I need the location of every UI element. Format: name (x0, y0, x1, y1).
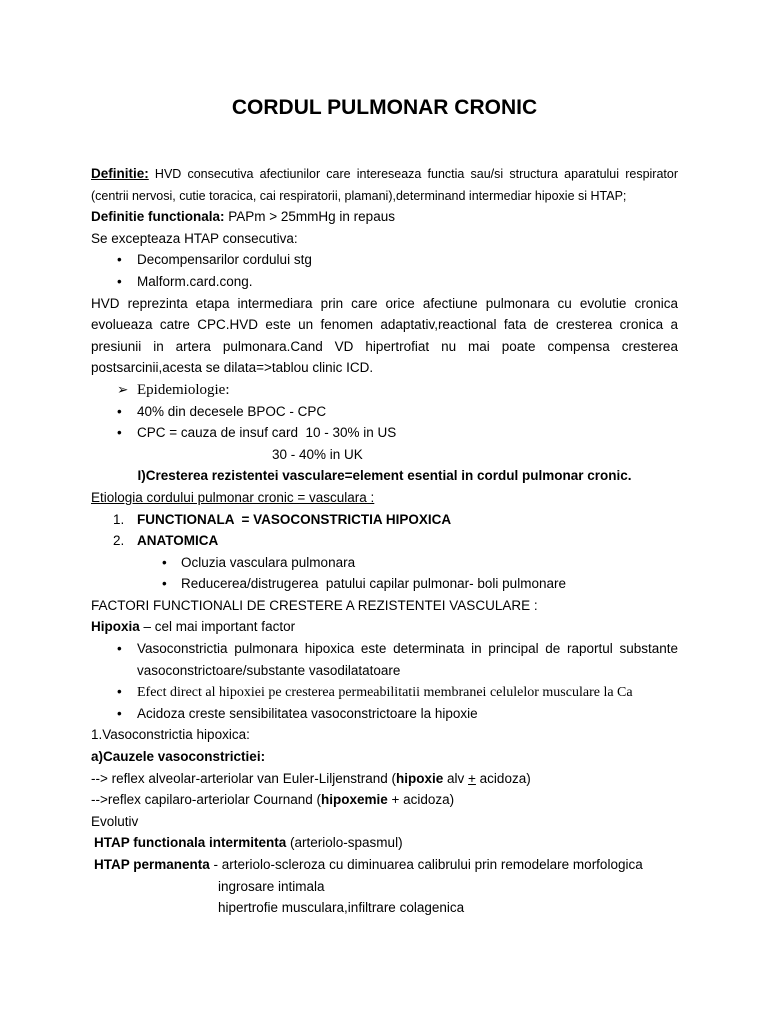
list-item (91, 681, 678, 703)
numbered-item (91, 509, 678, 531)
bullet-icon: • (117, 425, 122, 441)
page-title: CORDUL PULMONAR CRONIC (231, 96, 538, 119)
htap-permanenta-line (91, 854, 678, 876)
bullet-icon: • (117, 273, 122, 289)
list-item-text: Vasoconstrictia pulmonara hipoxica este determinata in principal de raportul substante (137, 641, 678, 657)
htap-permanenta-text: - arteriolo-scleroza cu diminuarea calibrului prin remodelare morfologica (209, 857, 643, 872)
bullet-icon: • (117, 705, 122, 721)
htap-functionala-label: HTAP functionala intermitenta (94, 835, 287, 851)
list-item-text: vasoconstrictoare/substante vasodilatatoare (137, 662, 401, 678)
list-item (91, 638, 678, 681)
sub-list-item-text: Ocluzia vasculara pulmonara (181, 554, 356, 570)
definitie-functionala-text: PAPm > 25mmHg in repaus (224, 209, 395, 225)
hipoxia-line (91, 616, 678, 638)
definitie-functionala-label: Definitie functionala: (91, 209, 225, 225)
sub-list-item (91, 552, 678, 574)
reflex-alveolar-plus: + (468, 770, 476, 786)
numbered-item (91, 530, 678, 552)
htap-permanenta-detail: hipertrofie musculara,infiltrare colagenica (218, 900, 465, 916)
reflex-alveolar-after: acidoza) (475, 770, 531, 786)
list-item (91, 422, 678, 444)
reflex-capilar-text: -->reflex capilaro-arteriolar Cournand ( (91, 792, 321, 808)
section-heading: I)Cresterea rezistentei vasculare=element esential in cordul pulmonar cronic. (137, 468, 632, 484)
list-item-text: Decompensarilor cordului stg (137, 252, 312, 268)
reflex-capilar-line (91, 789, 678, 811)
evolutiv-heading: Evolutiv (91, 813, 139, 829)
list-item-text: CPC = cauza de insuf card 10 - 30% in US (137, 425, 397, 441)
numbered-item-text: ANATOMICA (137, 533, 219, 549)
definitie-line-2 (91, 185, 678, 207)
htap-permanenta-label: HTAP permanenta (94, 857, 210, 872)
list-item-text: Efect direct al hipoxiei pe cresterea permeabilitatii membranei celulelor musculare la Ca (137, 685, 633, 701)
sub-list-item (91, 573, 678, 595)
hvd-paragraph-line: evolueaza catre CPC.HVD este un fenomen adaptativ,reactional fata de cresterea cronica a (91, 317, 678, 333)
bullet-icon: • (162, 576, 167, 592)
list-item (91, 401, 678, 423)
definitie-text-1: HVD consecutiva afectiunilor care intereseaza functia sau/si structura aparatului respirator (148, 167, 678, 181)
bullet-icon: • (117, 252, 122, 268)
bullet-icon: • (117, 403, 122, 419)
definitie-label: Definitie: (91, 166, 149, 181)
hvd-paragraph-line: postsarcinii,acesta se dilata=>tablou clinic ICD. (91, 360, 374, 376)
bullet-icon: • (117, 684, 122, 700)
htap-functionala-text: (arteriolo-spasmul) (286, 835, 403, 851)
etiologia-heading (91, 487, 678, 509)
list-item (91, 271, 678, 293)
reflex-alveolar-bold: hipoxie (396, 770, 444, 786)
hvd-paragraph-line: presiunii in artera pulmonara.Cand VD hipertrofiat nu mai poate compensa cresterea (91, 338, 678, 354)
arrow-bullet-icon: ➢ (117, 381, 129, 397)
list-item-text: 40% din decesele BPOC - CPC (137, 403, 327, 419)
hipoxia-text: – cel mai important factor (139, 619, 296, 635)
definitie-line-1 (91, 163, 678, 185)
htap-functionala-line (91, 832, 678, 854)
definitie-text-2: (centrii nervosi, cutie toracica, cai respiratorii, plamani),determinand intermediar hipoxie si HTAP; (91, 188, 627, 203)
definitie-functionala (91, 206, 678, 228)
item-number: 2. (113, 533, 125, 549)
vasoconstrictia-heading: 1.Vasoconstrictia hipoxica: (91, 727, 250, 743)
etiologia-heading-text: Etiologia cordului pulmonar cronic = vasculara : (91, 489, 375, 505)
document-body (91, 163, 678, 919)
numbered-item-text: FUNCTIONALA = VASOCONSTRICTIA HIPOXICA (137, 511, 452, 527)
bullet-icon: • (117, 641, 122, 657)
reflex-alveolar-line (91, 768, 678, 790)
hvd-paragraph-line: HVD reprezinta etapa intermediara prin care orice afectiune pulmonara cu evolutie cronica (91, 295, 678, 311)
hipoxia-label: Hipoxia (91, 619, 140, 635)
epidemiologie-heading-text: Epidemiologie: (137, 381, 230, 398)
reflex-alveolar-text: --> reflex alveolar-arteriolar van Euler-Liljenstrand ( (91, 770, 396, 786)
list-item-continuation: 30 - 40% in UK (272, 446, 363, 462)
epidemiologie-heading (91, 379, 678, 401)
list-item-text: Acidoza creste sensibilitatea vasoconstrictoare la hipoxie (137, 705, 478, 721)
list-item-text: Malform.card.cong. (137, 273, 253, 289)
reflex-capilar-after: + acidoza) (387, 792, 455, 808)
factori-heading: FACTORI FUNCTIONALI DE CRESTERE A REZISTENTEI VASCULARE : (91, 597, 538, 613)
reflex-alveolar-middle: alv (443, 770, 469, 786)
bullet-icon: • (162, 554, 167, 570)
exceptii-heading: Se excepteaza HTAP consecutiva: (91, 230, 298, 246)
htap-permanenta-detail: ingrosare intimala (218, 878, 325, 894)
cauze-heading: a)Cauzele vasoconstrictiei: (91, 749, 266, 765)
item-number: 1. (113, 511, 125, 527)
list-item (91, 703, 678, 725)
sub-list-item-text: Reducerea/distrugerea patului capilar pulmonar- boli pulmonare (181, 576, 566, 592)
list-item (91, 249, 678, 271)
reflex-capilar-bold: hipoxemie (320, 792, 388, 808)
